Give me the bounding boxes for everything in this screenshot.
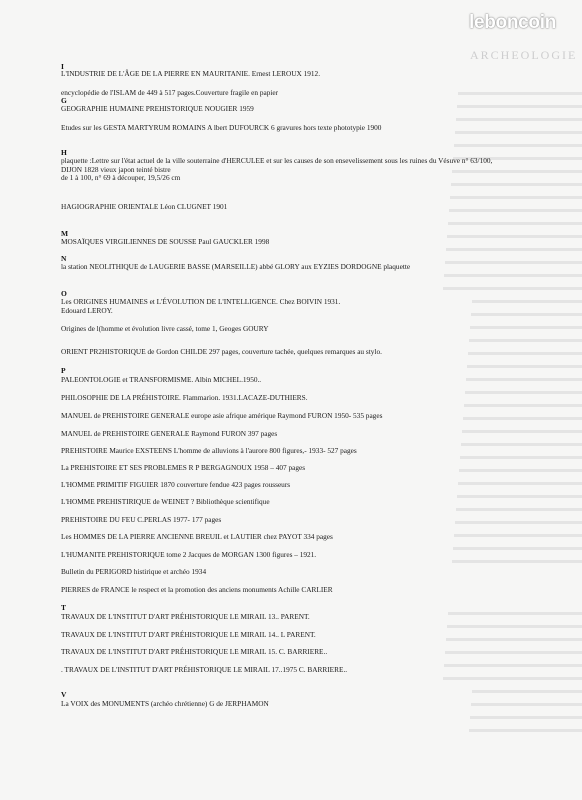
show-through-line xyxy=(449,209,582,212)
leboncoin-logo xyxy=(469,12,573,42)
show-through-line xyxy=(446,638,582,641)
show-through-line xyxy=(454,144,582,147)
section-letter: I xyxy=(61,62,64,71)
show-through-line xyxy=(456,508,582,511)
show-through-line xyxy=(443,287,582,290)
list-item: PALEONTOLOGIE et TRANSFORMISME. Albin MICHEL.1950.. xyxy=(61,375,262,384)
list-item: de 1 à 100, n° 69 à découper, 19,5/26 cm xyxy=(61,173,181,182)
show-through-line xyxy=(457,105,582,108)
show-through-line xyxy=(445,261,582,264)
list-item: Les HOMMES DE LA PIERRE ANCIENNE BREUIL et LAUTIER chez PAYOT 334 pages xyxy=(61,532,333,541)
list-item: TRAVAUX DE L'INSTITUT D'ART PRÉHISTORIQUE LE MIRAIL 14.. L PARENT. xyxy=(61,630,316,639)
show-through-line xyxy=(460,456,582,459)
list-item: La PREHISTOIRE ET SES PROBLEMES R P BERGAGNOUX 1958 – 407 pages xyxy=(61,463,306,472)
section-letter: P xyxy=(61,366,66,375)
section-letter: N xyxy=(61,254,67,263)
show-through-line xyxy=(458,482,582,485)
show-through-line xyxy=(455,131,582,134)
list-item: L'HOMME PREHISTIRIQUE de WEINET ? Bibliothèque scientifique xyxy=(61,497,270,506)
list-item: DIJON 1828 vieux japon teinté bistre xyxy=(61,165,171,174)
show-through-line xyxy=(448,222,582,225)
list-item: PHILOSOPHIE DE LA PRÉHISTOIRE. Flammarion. 1931.LACAZE-DUTHIERS. xyxy=(61,393,308,402)
list-item: ORIENT PR2HISTORIQUE de Gordon CHILDE 297 pages, couverture tachée, quelques remarques au stylo. xyxy=(61,347,382,356)
show-through-line xyxy=(467,365,582,368)
show-through-line xyxy=(459,469,582,472)
list-item: L'INDUSTRIE DE L'ÂGE DE LA PIERRE EN MAURITANIE. Ernest LEROUX 1912. xyxy=(61,69,321,78)
show-through-line xyxy=(470,716,582,719)
show-through-line xyxy=(463,417,582,420)
show-through-line xyxy=(445,651,582,654)
section-letter: G xyxy=(61,96,67,105)
logo-text: leboncoin xyxy=(469,12,557,33)
section-letter: H xyxy=(61,148,67,157)
section-letter: T xyxy=(61,603,67,612)
show-through-line xyxy=(452,560,582,563)
section-letter: V xyxy=(61,690,67,699)
list-item: TRAVAUX DE L'INSTITUT D'ART PRÉHISTORIQUE LE MIRAIL 13.. PARENT. xyxy=(61,612,310,621)
show-through-line xyxy=(444,274,582,277)
show-through-line xyxy=(444,664,582,667)
list-item: Bulletin du PERIGORD histirique et archéo 1934 xyxy=(61,567,207,576)
show-through-line xyxy=(461,443,582,446)
list-item: GEOGRAPHIE HUMAINE PREHISTORIQUE NOUGIER 1959 xyxy=(61,104,254,113)
show-through-line xyxy=(464,404,582,407)
show-through-line xyxy=(455,521,582,524)
list-item: MOSAÏQUES VIRGILIENNES DE SOUSSE Paul GAUCKLER 1998 xyxy=(61,237,270,246)
list-item: TRAVAUX DE L'INSTITUT D'ART PRÉHISTORIQUE LE MIRAIL 15. C. BARRIERE.. xyxy=(61,647,328,656)
show-through-line xyxy=(456,118,582,121)
list-item: Etudes sur les GESTA MARTYRUM ROMAINS A lbert DUFOURCK 6 gravures hors texte phototypie 1900 xyxy=(61,123,382,132)
show-through-line xyxy=(465,391,582,394)
show-through-line xyxy=(458,92,582,95)
show-through-line xyxy=(453,547,582,550)
list-item: MANUEL de PREHISTOIRE GENERALE europe asie afrique amérique Raymond FURON 1950- 535 pages xyxy=(61,411,383,420)
show-through-line xyxy=(446,248,582,251)
show-through-line xyxy=(471,313,582,316)
list-item: HAGIOGRAPHIE ORIENTALE Léon CLUGNET 1901 xyxy=(61,202,228,211)
list-item: encyclopédie de l'ISLAM de 449 à 517 pages.Couverture fragile en papier xyxy=(61,88,279,97)
list-item: plaquette :Lettre sur l'état actuel de la ville souterraine d'HERCULEE et sur les causes de son ensevelissement sous les ruines du Vésuve n° 63/100, xyxy=(61,156,493,165)
show-through-line xyxy=(451,183,582,186)
show-through-line xyxy=(447,625,582,628)
show-through-line xyxy=(469,729,582,732)
show-through-line xyxy=(450,196,582,199)
show-through-line xyxy=(452,170,582,173)
show-through-line xyxy=(470,326,582,329)
show-through-line xyxy=(471,703,582,706)
show-through-line xyxy=(443,677,582,680)
show-through-line xyxy=(457,495,582,498)
show-through-line xyxy=(472,300,582,303)
show-through-line xyxy=(466,378,582,381)
list-item: Origines de l(homme et évolution livre cassé, tome 1, Geoges GOURY xyxy=(61,324,269,333)
list-item: MANUEL de PREHISTOIRE GENERALE Raymond FURON 397 pages xyxy=(61,429,278,438)
show-through-line xyxy=(462,430,582,433)
list-item: . TRAVAUX DE L'INSTITUT D'ART PRÉHISTORIQUE LE MIRAIL 17..1975 C. BARRIERE.. xyxy=(61,665,348,674)
show-through-heading: ARCHEOLOGIE xyxy=(470,48,578,62)
list-item: PREHISTOIRE Maurice EXSTEENS L'homme de alluvions à l'aurore 800 figures,- 1933- 527 pages xyxy=(61,446,357,455)
list-item: Edouard LEROY. xyxy=(61,306,113,315)
section-letter: M xyxy=(61,229,69,238)
list-item: L'HUMANITE PREHISTORIQUE tome 2 Jacques de MORGAN 1300 figures – 1921. xyxy=(61,550,317,559)
show-through-line xyxy=(448,612,582,615)
list-item: L'HOMME PRIMITIF FIGUIER 1870 couverture fendue 423 pages rousseurs xyxy=(61,480,291,489)
section-letter: O xyxy=(61,289,67,298)
show-through-line xyxy=(469,339,582,342)
show-through-line xyxy=(454,534,582,537)
list-item: Les ORIGINES HUMAINES et L'ÉVOLUTION DE L'INTELLIGENCE. Chez BOIVIN 1931. xyxy=(61,297,341,306)
list-item: la station NEOLITHIQUE de LAUGERIE BASSE (MARSEILLE) abbé GLORY aux EYZIES DORDOGNE plaquette xyxy=(61,262,411,271)
list-item: PREHISTOIRE DU FEU C.PERLAS 1977- 177 pages xyxy=(61,515,222,524)
show-through-line xyxy=(472,690,582,693)
list-item: PIERRES de FRANCE le respect et la promotion des anciens monuments Achille CARLIER xyxy=(61,585,333,594)
show-through-line xyxy=(447,235,582,238)
list-item: La VOIX des MONUMENTS (archéo chrétienne) G de JERPHAMON xyxy=(61,699,269,708)
show-through-line xyxy=(468,352,582,355)
